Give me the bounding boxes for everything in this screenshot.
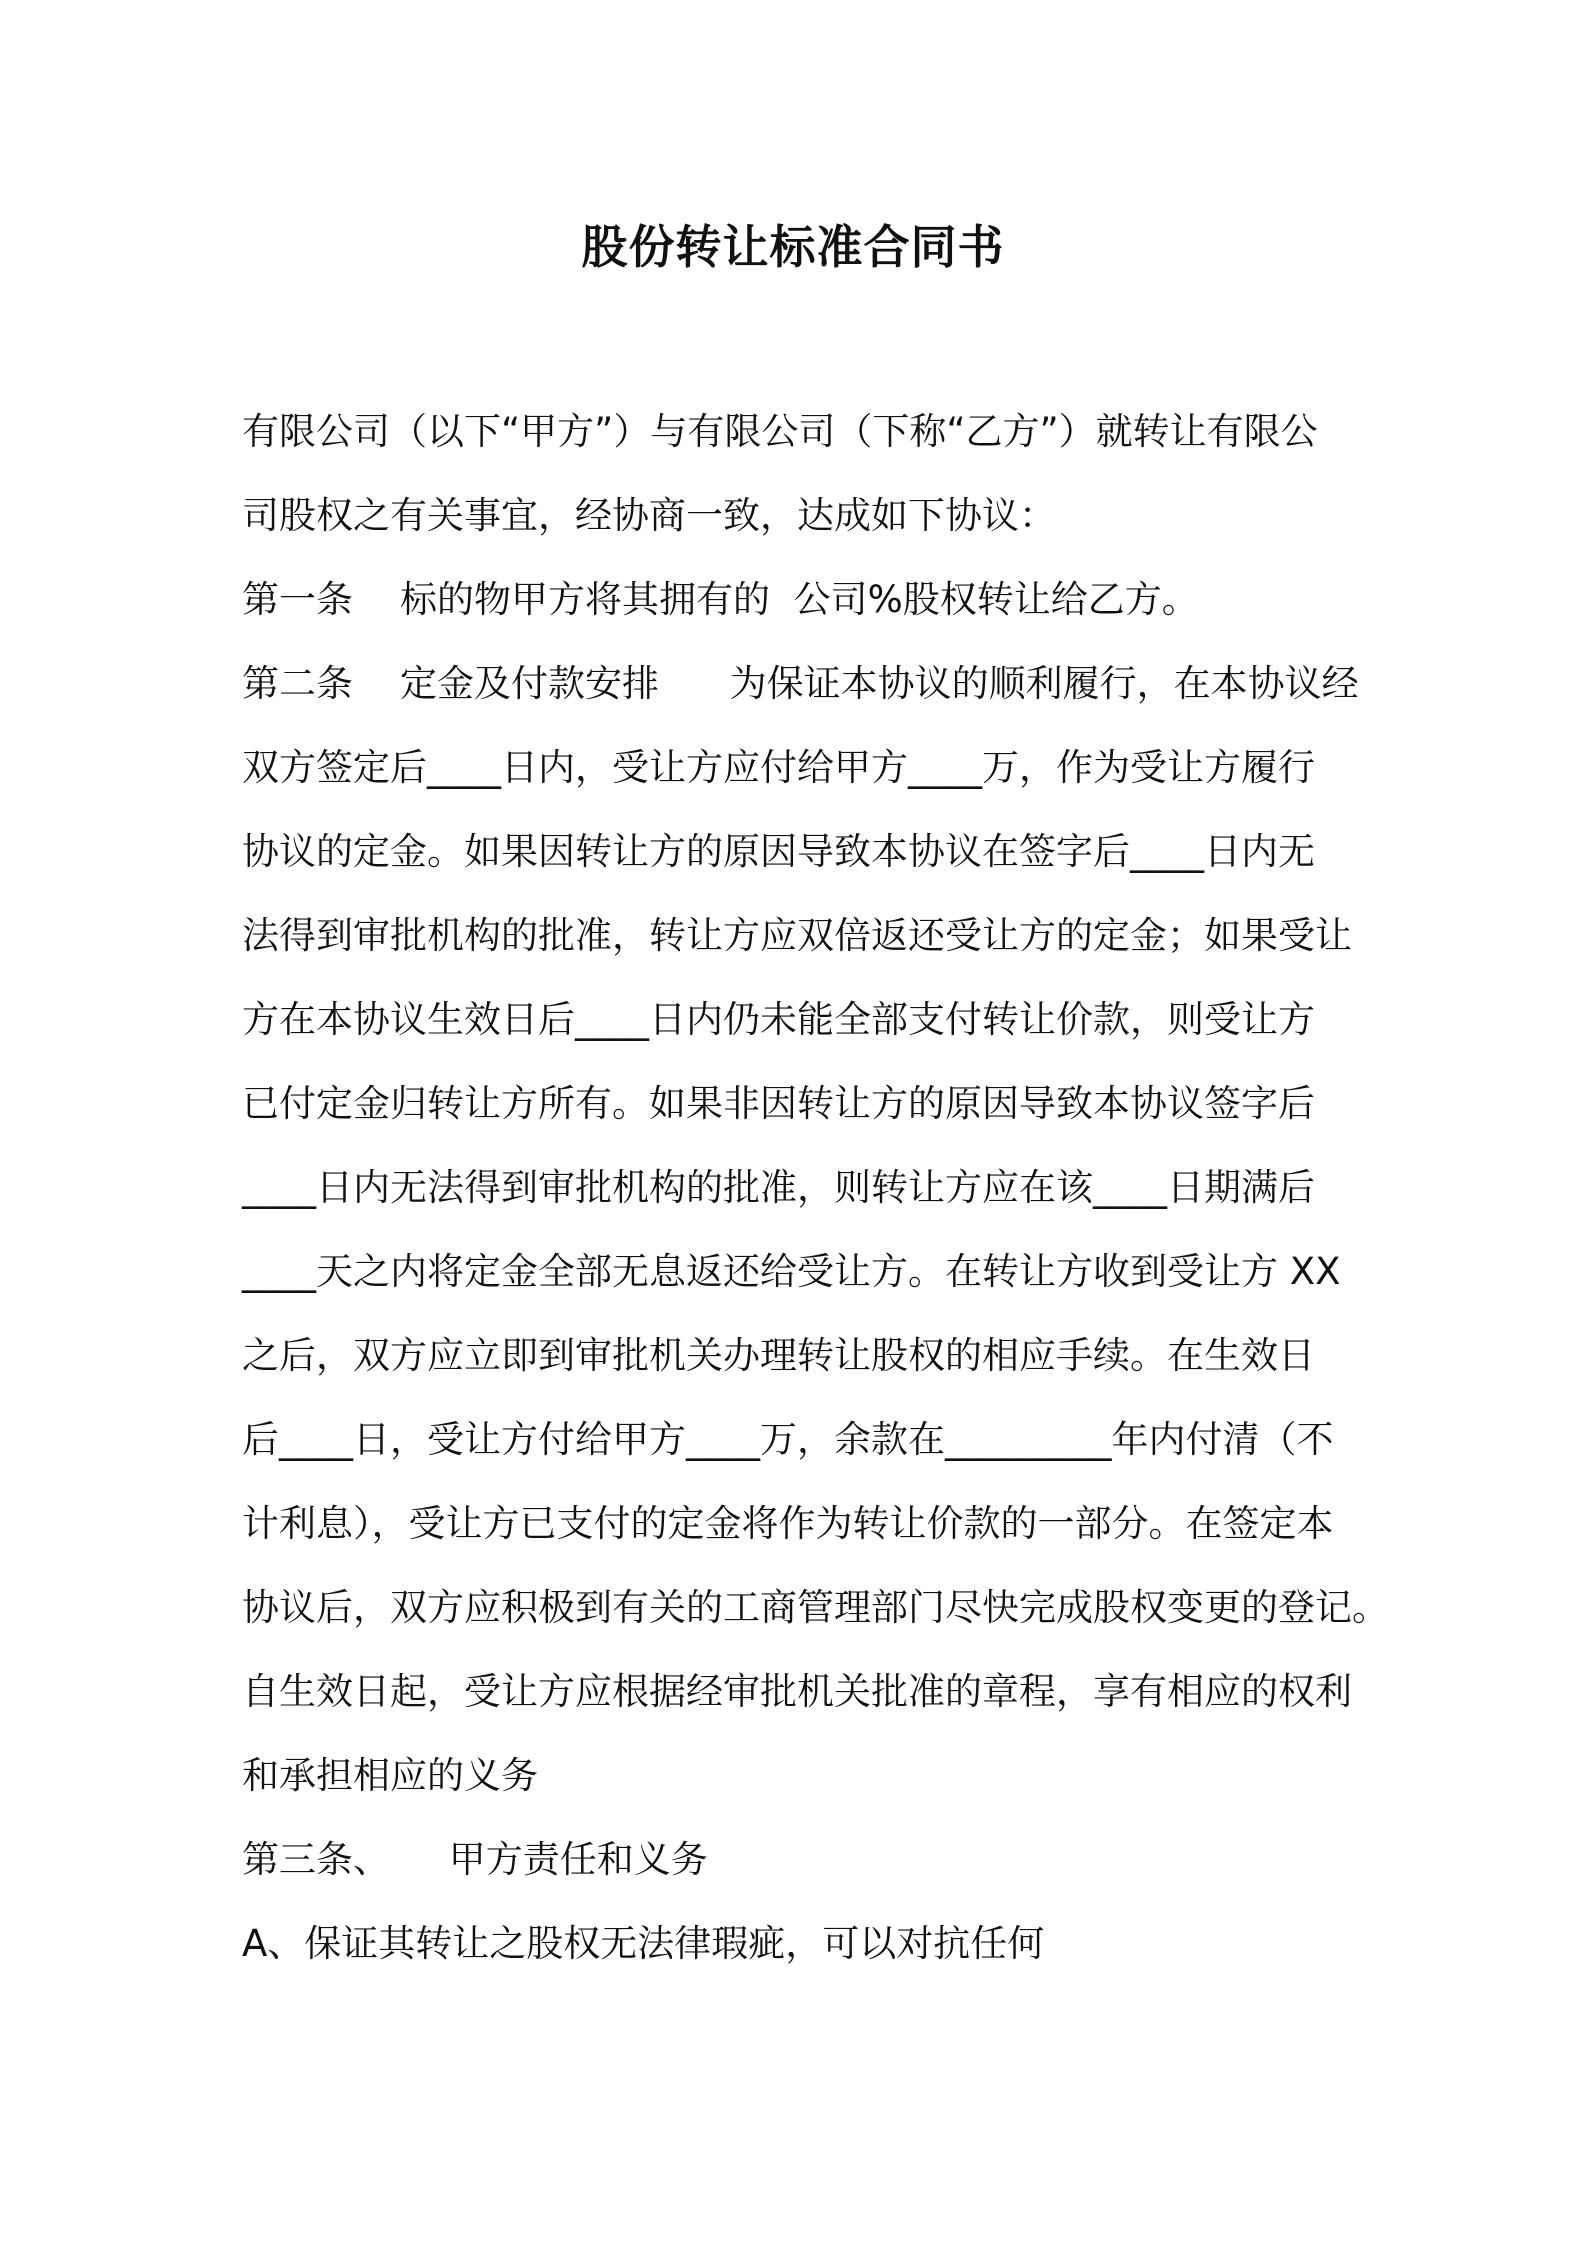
- article-3-item-a: A、保证其转让之股权无法律瑕疵，可以对抗任何: [242, 1922, 1045, 1965]
- article-1-line: 第一条 标的物甲方将其拥有的 公司%股权转让给乙方。: [242, 578, 1199, 621]
- article-2-line-12: 协议后，双方应积极到有关的工商管理部门尽快完成股权变更的登记。: [242, 1586, 1389, 1629]
- article-2-line-7: ____日内无法得到审批机构的批准，则转让方应在该____日期满后: [242, 1166, 1315, 1209]
- article-2-line-3: 协议的定金。如果因转让方的原因导致本协议在签字后____日内无: [242, 830, 1315, 873]
- document-title: 股份转让标准合同书: [581, 220, 1005, 274]
- article-2-line-2: 双方签定后____日内，受让方应付给甲方____万，作为受让方履行: [242, 746, 1315, 789]
- paragraph-intro-line-2: 司股权之有关事宜，经协商一致，达成如下协议：: [242, 494, 1056, 537]
- article-2-line-10: 后____日，受让方付给甲方____万，余款在_________年内付清（不: [242, 1418, 1334, 1461]
- article-2-line-1: 第二条 定金及付款安排 为保证本协议的顺利履行，在本协议经: [242, 662, 1359, 705]
- paragraph-intro-line-1: 有限公司（以下“甲方”）与有限公司（下称“乙方”）就转让有限公: [242, 410, 1318, 453]
- article-2-line-5: 方在本协议生效日后____日内仍未能全部支付转让价款，则受让方: [242, 998, 1315, 1041]
- article-2-line-4: 法得到审批机构的批准，转让方应双倍返还受让方的定金；如果受让: [242, 914, 1352, 957]
- article-3-heading: 第三条、 甲方责任和义务: [242, 1838, 708, 1881]
- article-2-line-13: 自生效日起，受让方应根据经审批机关批准的章程，享有相应的权利: [242, 1670, 1352, 1713]
- article-2-line-11: 计利息），受让方已支付的定金将作为转让价款的一部分。在签定本: [242, 1502, 1334, 1545]
- article-2-line-6: 已付定金归转让方所有。如果非因转让方的原因导致本协议签字后: [242, 1082, 1315, 1125]
- article-2-line-14: 和承担相应的义务: [242, 1754, 538, 1797]
- article-2-line-9: 之后，双方应立即到审批机关办理转让股权的相应手续。在生效日: [242, 1334, 1315, 1377]
- article-2-line-8: ____天之内将定金全部无息返还给受让方。在转让方收到受让方 XX: [242, 1250, 1341, 1293]
